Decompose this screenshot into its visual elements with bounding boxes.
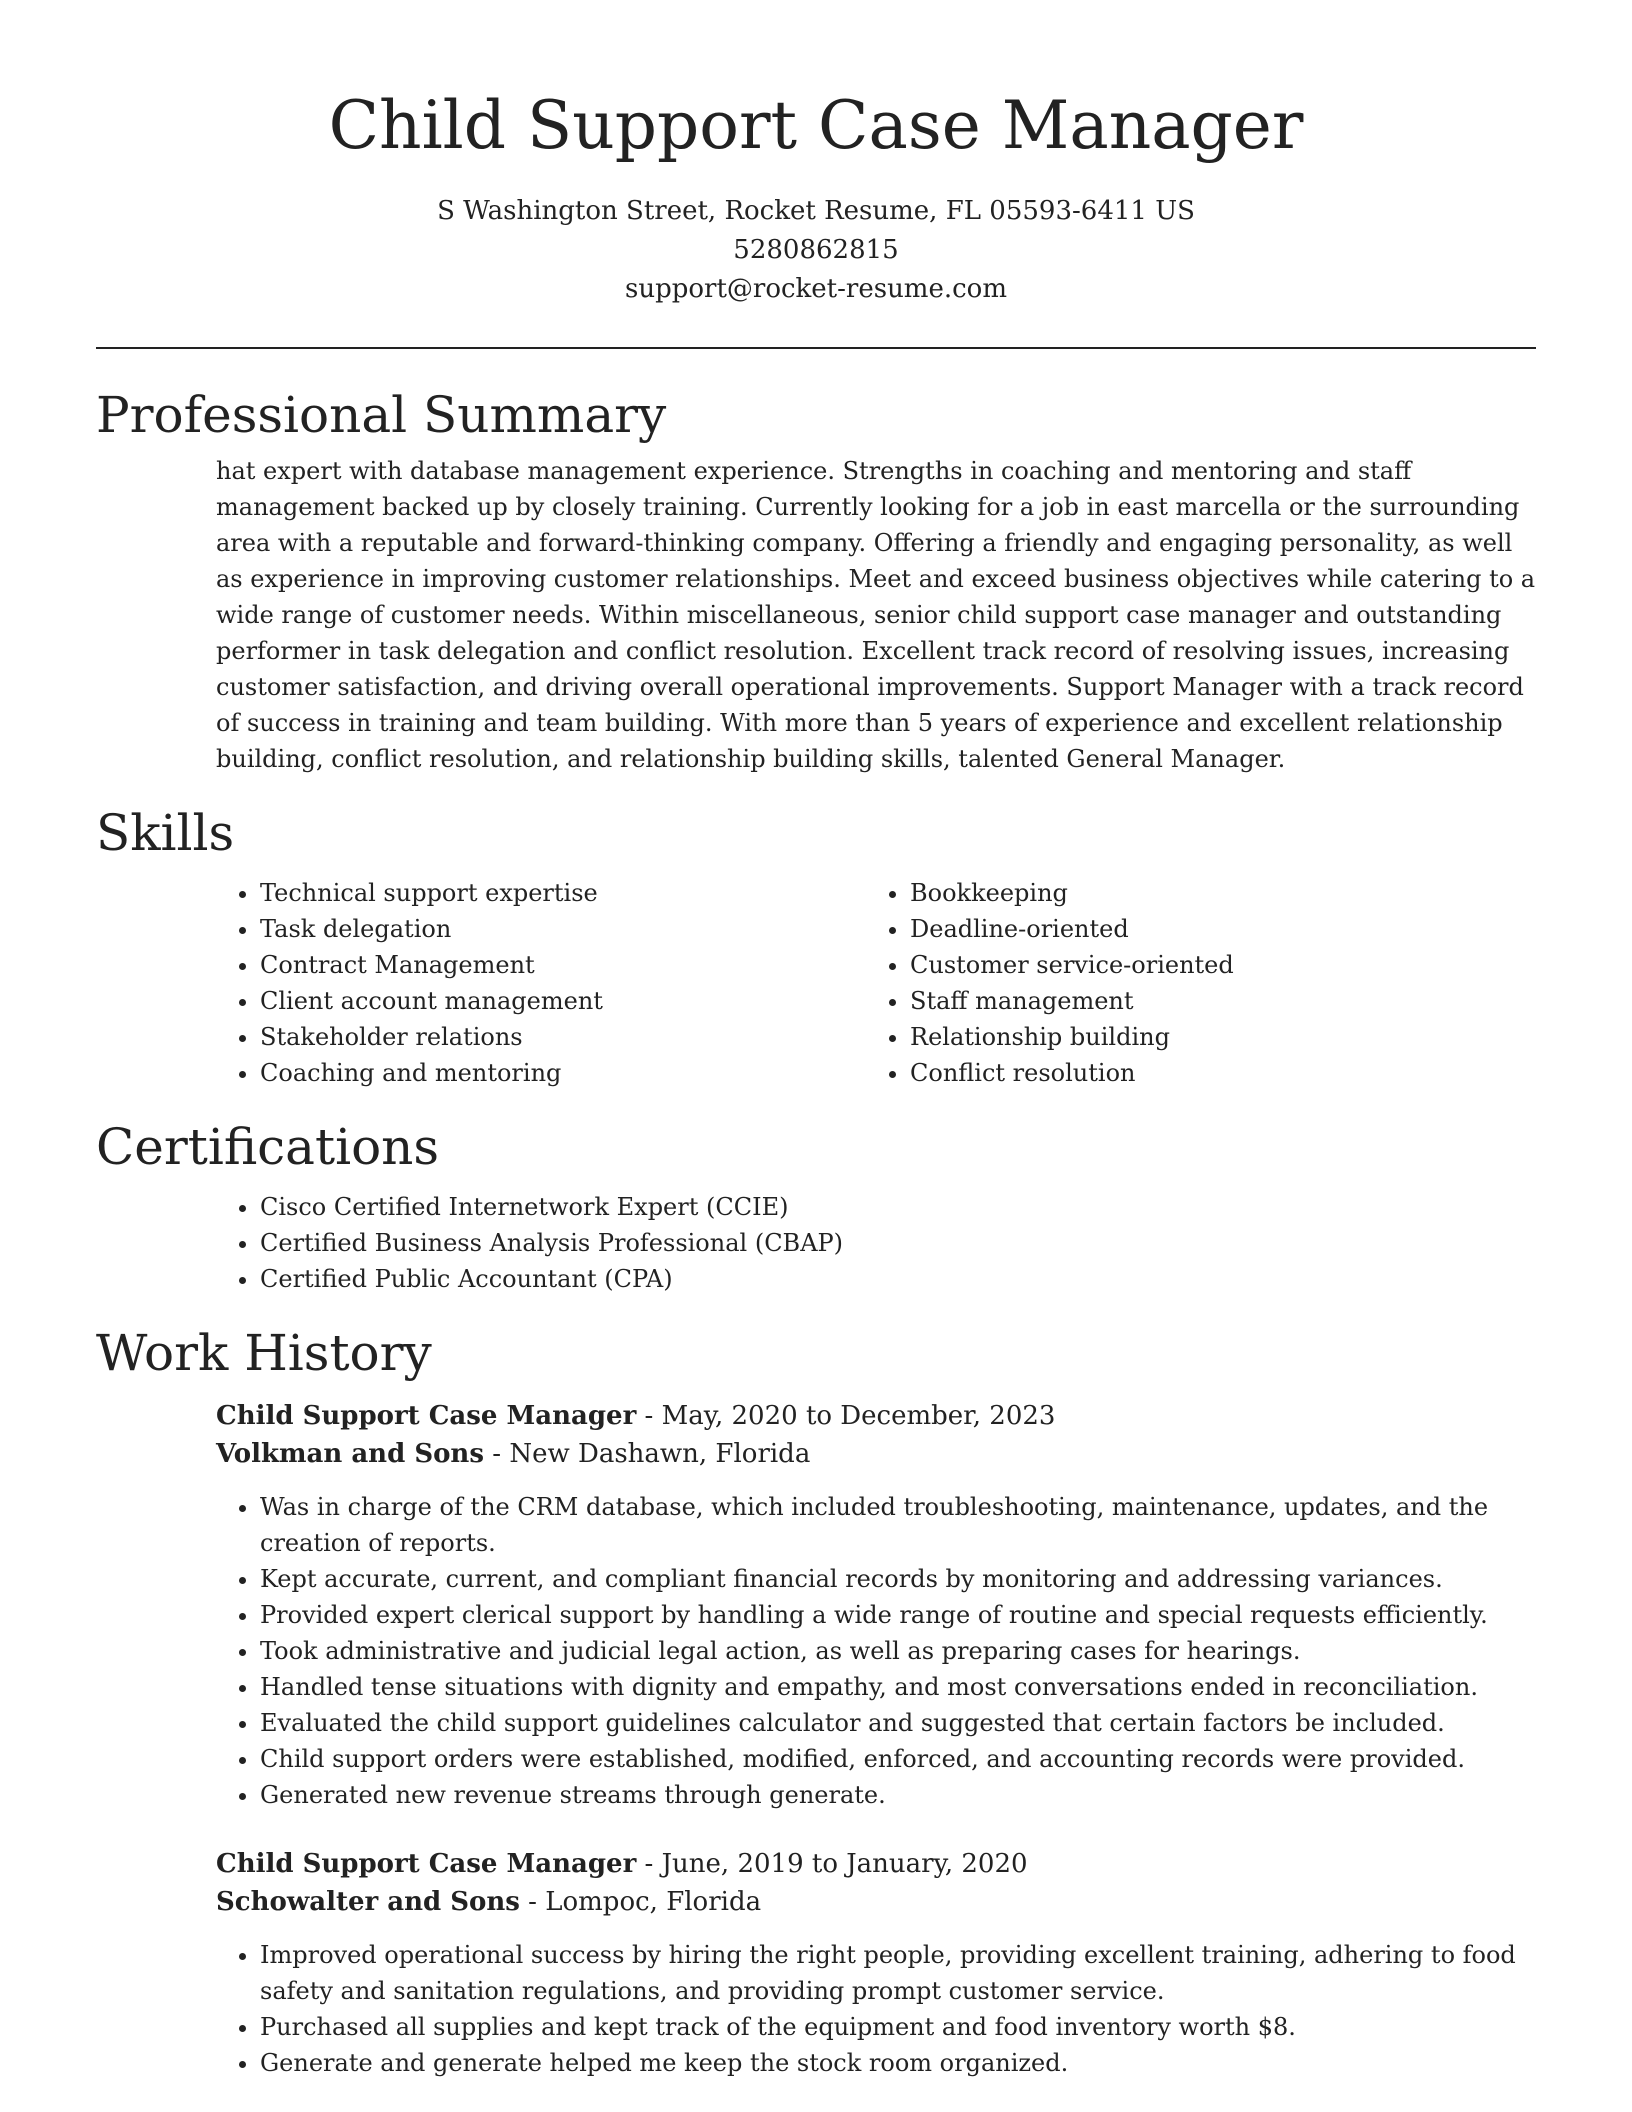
job-title: Child Support Case Manager [216,1849,637,1879]
job-bullet: • Took administrative and judicial legal action, as well as preparing cases for hearings. [260,1633,1536,1669]
job-bullet: • Evaluated the child support guidelines calculator and suggested that certain factors be included. [260,1705,1536,1741]
job-bullet: • Child support orders were established, modified, enforced, and accounting records were provided. [260,1741,1536,1777]
skill-item: • Conflict resolution [910,1055,1516,1091]
skills-list [216,875,1536,1091]
job-bullet: • Kept accurate, current, and compliant financial records by monitoring and addressing variances. [260,1561,1536,1597]
skill-item: • Stakeholder relations [260,1019,866,1055]
certification-item: • Certified Business Analysis Professional (CBAP) [260,1225,1536,1261]
job-bullets [216,1489,1536,1813]
job-entry [216,1397,1536,1813]
certifications-section [96,1115,1536,1297]
skills-section [96,801,1536,1091]
job-bullet: • Generate and generate helped me keep the stock room organized. [260,2045,1536,2081]
job-title-line [216,1845,1536,1883]
job-company-line [216,1435,1536,1473]
candidate-name: Child Support Case Manager [328,87,1304,164]
job-location: Lompoc, Florida [545,1887,762,1917]
skill-item: • Contract Management [260,947,866,983]
skill-item: • Customer service-oriented [910,947,1516,983]
skill-item: • Technical support expertise [260,875,866,911]
job-location: New Dashawn, Florida [509,1439,811,1469]
company-name: Volkman and Sons [216,1439,484,1469]
job-bullet: • Improved operational success by hiring the right people, providing excellent training, adhering to food safety and sanitation regulations, and providing prompt customer service. [260,1937,1536,2009]
company-name: Schowalter and Sons [216,1887,520,1917]
job-title: Child Support Case Manager [216,1401,637,1431]
summary-text: hat expert with database management experience. Strengths in coaching and mentoring and staff management backed up by closely training. Currently looking for a job in east marcella or the surrounding area with a reputable and forward-thinking company. Offering a friendly and engaging personality, as well as experience in improving customer relationships. Meet and exceed business objectives while catering to a wide range of customer needs. Within miscellaneous, senior child support case manager and outstanding performer in task delegation and conflict resolution. Excellent track record of resolving issues, increasing customer satisfaction, and driving overall operational improvements. Support Manager with a track record of success in training and team building. With more than 5 years of experience and excellent relationship building, conflict resolution, and relationship building skills, talented General Manager. [216,457,1536,773]
summary-heading: Professional Summary [96,386,667,444]
skills-heading: Skills [96,804,235,862]
skill-item: • Task delegation [260,911,866,947]
phone-number: 5280862815 [733,235,899,265]
skill-item: • Relationship building [910,1019,1516,1055]
separator: - [519,1887,546,1917]
job-bullet: • Generated new revenue streams through generate. [260,1777,1536,1813]
skill-item: • Staff management [910,983,1516,1019]
separator: - [636,1401,662,1431]
certifications-body [216,1189,1536,1297]
resume-header [96,0,1536,309]
separator: - [483,1439,510,1469]
skills-column-right [866,875,1516,1091]
address: S Washington Street, Rocket Resume, FL 05593-6411 US [437,196,1195,226]
job-bullet: • Purchased all supplies and kept track of the equipment and food inventory worth $8. [260,2009,1536,2045]
certification-item: • Cisco Certified Internetwork Expert (CCIE) [260,1189,1536,1225]
job-title-line [216,1397,1536,1435]
resume-page [96,0,1536,2081]
job-bullet: • Handled tense situations with dignity and empathy, and most conversations ended in reconciliation. [260,1669,1536,1705]
summary-body [216,453,1536,777]
job-dates: June, 2019 to January, 2020 [661,1849,1028,1879]
certification-item: • Certified Public Accountant (CPA) [260,1261,1536,1297]
work-history-heading: Work History [96,1324,432,1382]
job-bullets [216,1937,1536,2081]
skill-item: • Bookkeeping [910,875,1516,911]
job-entry [216,1845,1536,2081]
header-divider [96,347,1536,349]
work-history-section [96,1321,1536,2081]
skill-item: • Coaching and mentoring [260,1055,866,1091]
certifications-heading: Certifications [96,1118,440,1176]
separator: - [636,1849,662,1879]
job-company-line [216,1883,1536,1921]
job-bullet: • Provided expert clerical support by handling a wide range of routine and special requests efficiently. [260,1597,1536,1633]
email-address: support@rocket-resume.com [624,274,1007,304]
skills-column-left [216,875,866,1091]
summary-section [96,383,1536,777]
contact-info [96,192,1536,309]
skill-item: • Client account management [260,983,866,1019]
job-dates: May, 2020 to December, 2023 [661,1401,1056,1431]
job-bullet: • Was in charge of the CRM database, which included troubleshooting, maintenance, updates, and the creation of reports. [260,1489,1536,1561]
skill-item: • Deadline-oriented [910,911,1516,947]
